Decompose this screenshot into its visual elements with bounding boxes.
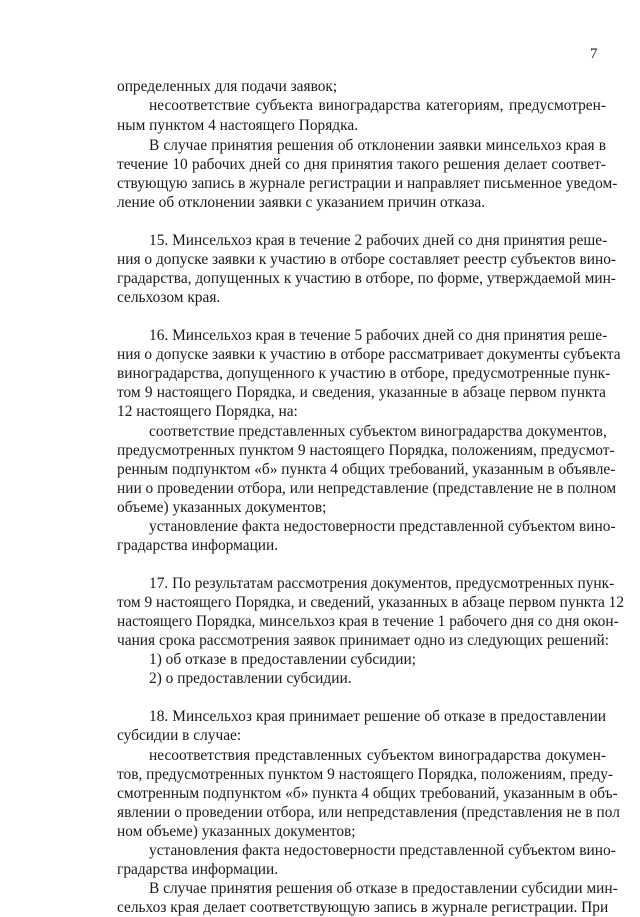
text-line: виноградарства, допущенного к участию в отборе, предусмотренные пунк- bbox=[117, 365, 611, 382]
text-line: установление факта недостоверности представленной субъектом вино- bbox=[149, 518, 616, 535]
text-line: объеме) указанных документов; bbox=[117, 499, 327, 516]
text-line: градарства информации. bbox=[117, 537, 279, 554]
text-line: сельхозом края. bbox=[117, 289, 221, 306]
text-line: градарства информации. bbox=[117, 861, 279, 878]
text-line: субсидии в случае: bbox=[117, 727, 242, 744]
text-line: явлении о проведении отбора, или непредставления (представления не в пол bbox=[117, 804, 620, 821]
text-line: 15. Минсельхоз края в течение 2 рабочих дней со дня принятия реше- bbox=[149, 232, 608, 249]
text-line: течение 10 рабочих дней со дня принятия такого решения делает соответ- bbox=[117, 156, 606, 173]
text-line: ным пунктом 4 настоящего Порядка. bbox=[117, 117, 359, 134]
text-line: 17. По результатам рассмотрения документов, предусмотренных пунк- bbox=[149, 575, 615, 592]
text-line: ния о допуске заявки к участию в отборе составляет реестр субъектов вино- bbox=[117, 251, 617, 268]
text-line: ном объеме) указанных документов; bbox=[117, 823, 356, 840]
text-line: смотренным подпунктом «б» пункта 4 общих требований, указанным в объ- bbox=[117, 785, 618, 802]
text-line: ствующую запись в журнале регистрации и направляет письменное уведом- bbox=[117, 175, 618, 192]
text-line: том 9 настоящего Порядка, и сведения, указанные в абзаце первом пункта bbox=[117, 384, 606, 401]
text-line: В случае принятия решения об отказе в предоставлении субсидии мин- bbox=[149, 880, 618, 897]
page-number: 7 bbox=[590, 46, 598, 62]
text-line: сельхоз края делает соответствующую запись в журнале регистрации. При bbox=[117, 899, 609, 916]
text-line: градарства, допущенных к участию в отборе, по форме, утверждаемой мин- bbox=[117, 270, 616, 287]
text-line: 12 настоящего Порядка, на: bbox=[117, 403, 298, 420]
text-line: В случае принятия решения об отклонении заявки минсельхоз края в bbox=[149, 137, 606, 154]
text-line: соответствие представленных субъектом виноградарства документов, bbox=[149, 423, 607, 440]
text-line: несоответствие субъекта виноградарства категориям, предусмотрен- bbox=[149, 97, 606, 114]
text-line: предусмотренных пунктом 9 настоящего Порядка, положениям, предусмот- bbox=[117, 442, 615, 459]
text-line: ренным подпунктом «б» пункта 4 общих требований, указанным в объявле- bbox=[117, 461, 616, 478]
text-line: 2) о предоставлении субсидии. bbox=[149, 670, 352, 687]
text-line: установления факта недостоверности представленной субъектом вино- bbox=[149, 842, 616, 859]
text-line: 16. Минсельхоз края в течение 5 рабочих дней со дня принятия реше- bbox=[149, 327, 608, 344]
text-line: тов, предусмотренных пунктом 9 настоящего Порядка, положениям, преду- bbox=[117, 766, 614, 783]
text-line: 18. Минсельхоз края принимает решение об отказе в предоставлении bbox=[149, 708, 606, 725]
text-line: нии о проведении отбора, или непредставление (представление не в полном bbox=[117, 480, 617, 497]
text-line: том 9 настоящего Порядка, и сведений, указанных в абзаце первом пункта 12 bbox=[117, 594, 625, 611]
text-line: ния о допуске заявки к участию в отборе рассматривает документы субъекта bbox=[117, 346, 621, 363]
text-line: несоответствия представленных субъектом виноградарства докумен- bbox=[149, 747, 606, 764]
text-line: настоящего Порядка, минсельхоз края в течение 1 рабочего дня со дня окон- bbox=[117, 613, 619, 630]
text-line: определенных для подачи заявок; bbox=[117, 78, 338, 95]
text-line: ление об отклонении заявки с указанием причин отказа. bbox=[117, 194, 486, 211]
text-line: чания срока рассмотрения заявок принимает одно из следующих решений: bbox=[117, 632, 610, 649]
text-line: 1) об отказе в предоставлении субсидии; bbox=[149, 651, 416, 668]
